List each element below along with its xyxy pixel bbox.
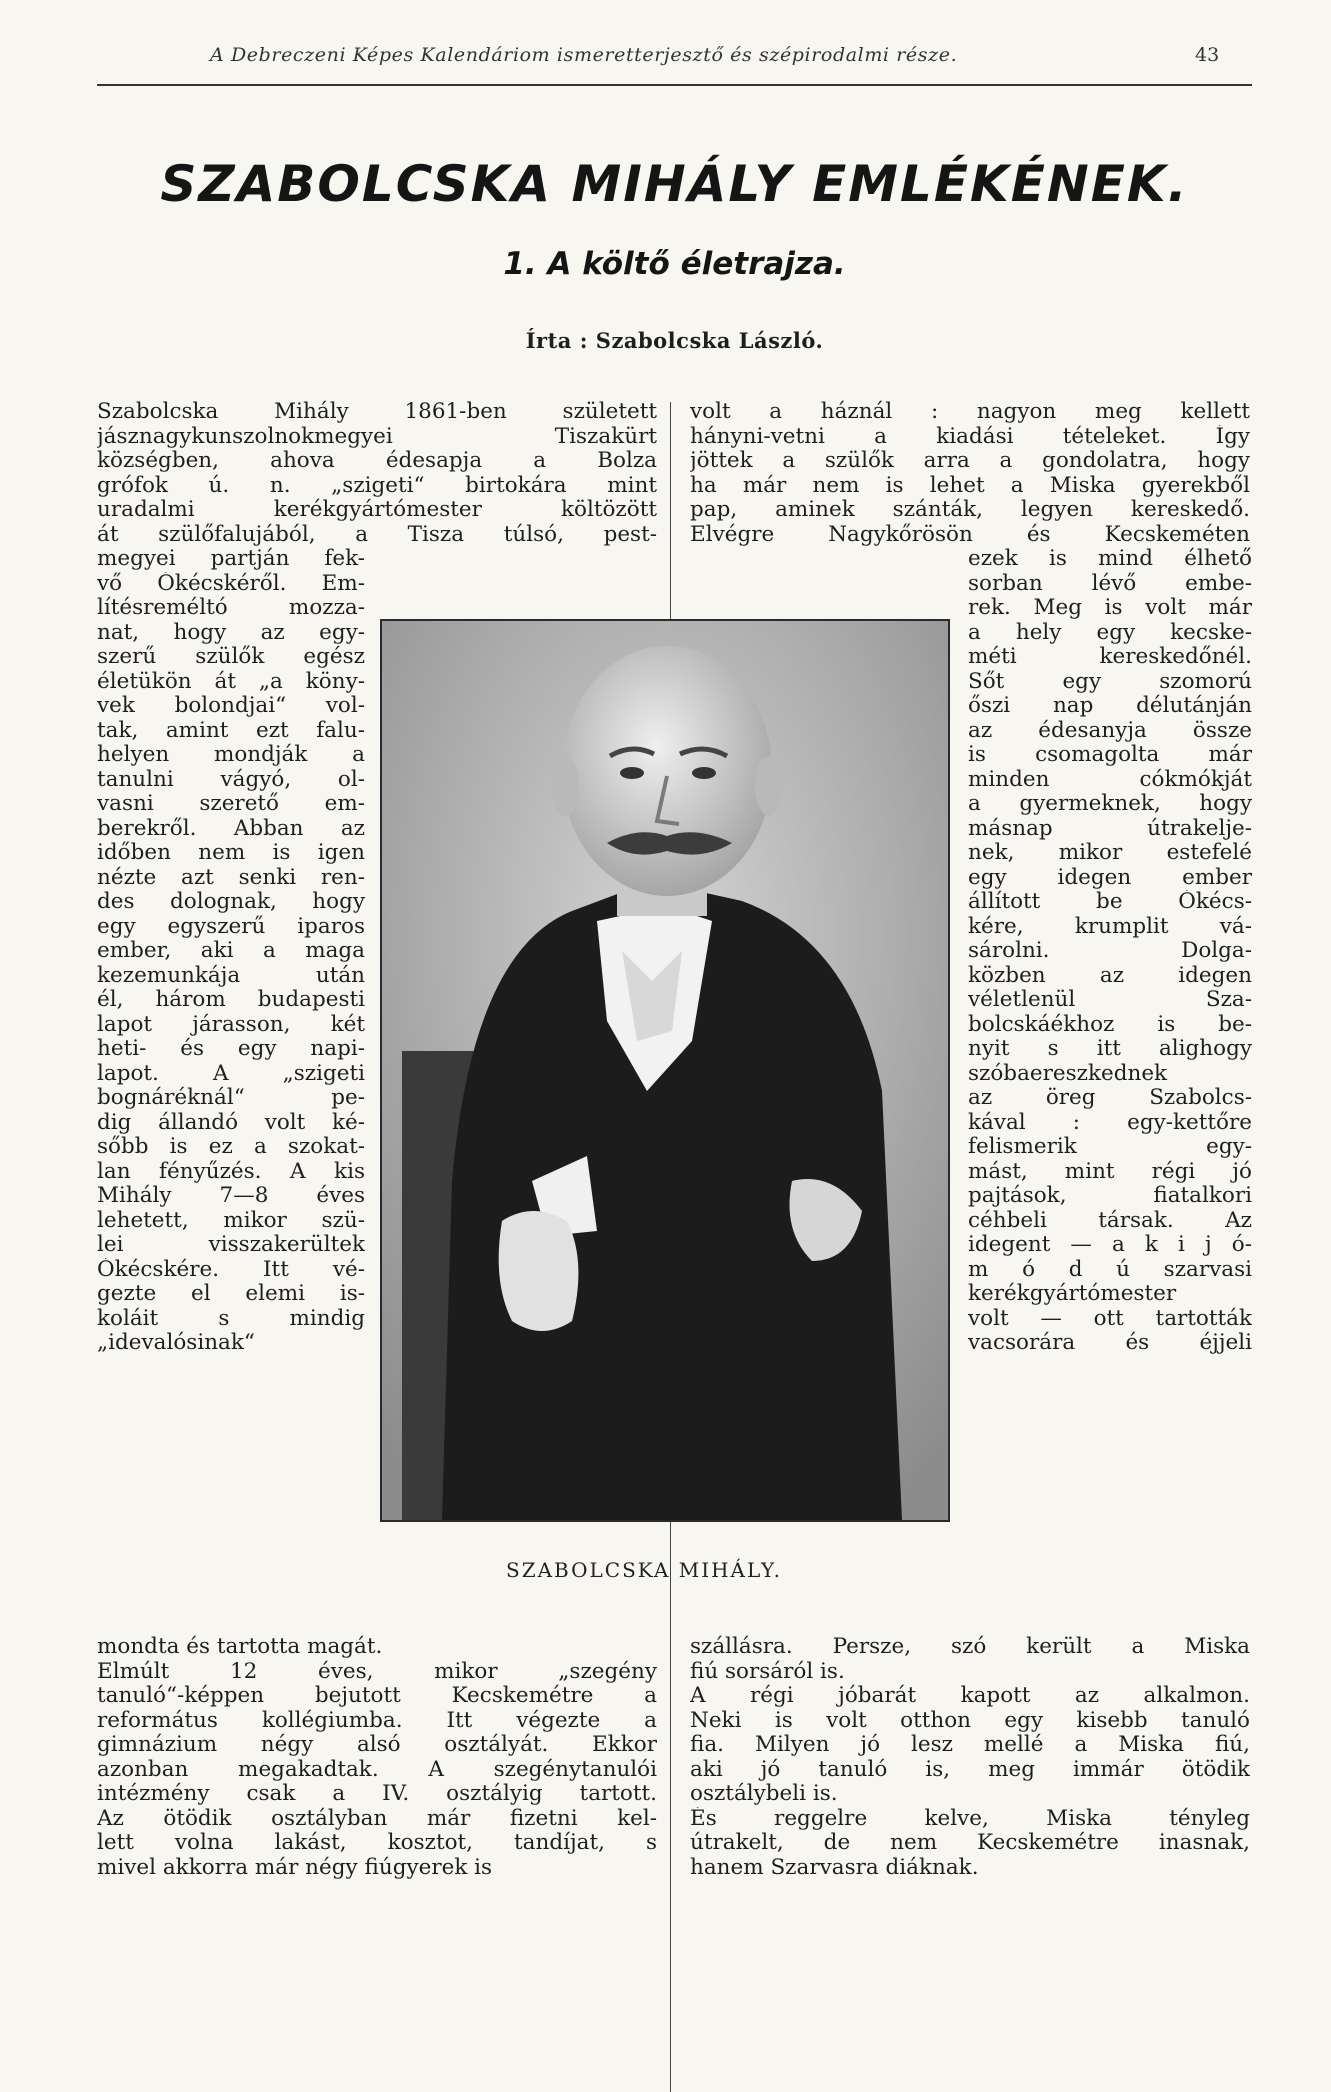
- body-line-left-full-top: községben, ahova édesapja a Bolza: [97, 449, 657, 473]
- body-line-right-narrow: az öreg Szabolcs-: [968, 1086, 1252, 1110]
- body-line-left-narrow: egy egyszerű iparos: [97, 914, 365, 939]
- body-line-left-narrow: megyei partján fek-: [97, 547, 365, 571]
- body-line-left-narrow: lapot. A „szigeti: [97, 1061, 365, 1086]
- portrait-photo: [380, 619, 950, 1522]
- body-line-right-narrow: is csomagolta már: [968, 743, 1252, 767]
- body-line-left-full-top: grófok ú. n. „szigeti“ birtokára mint: [97, 473, 657, 498]
- body-line-right-narrow: sárolni. Dolga-: [968, 939, 1252, 963]
- body-line-left-narrow: lehetett, mikor szü-: [97, 1208, 365, 1233]
- body-line-left-narrow: tanulni vágyó, ol-: [97, 767, 365, 792]
- body-line-right-narrow: céhbeli társak. Az: [968, 1208, 1252, 1233]
- body-line-right-full-bottom: aki jó tanuló is, meg immár ötödik: [690, 1757, 1250, 1782]
- body-line-right-full-bottom: osztálybeli is.: [690, 1782, 838, 1806]
- body-line-right-narrow: idegent — a k i j ó-: [968, 1233, 1252, 1257]
- body-line-left-narrow: vő Ókécskéről. Em-: [97, 571, 365, 596]
- body-line-left-narrow: gezte el elemi is-: [97, 1282, 365, 1306]
- body-line-left-narrow: heti- és egy napi-: [97, 1037, 365, 1061]
- body-line-right-narrow: bolcskáékhoz is be-: [968, 1012, 1252, 1037]
- body-line-left-full-bottom: azonban megakadtak. A szegénytanulói: [97, 1757, 657, 1782]
- header-rule: [97, 84, 1252, 86]
- body-line-right-narrow: kerékgyártómester: [968, 1282, 1177, 1306]
- body-line-right-full-bottom: fia. Milyen jó lesz mellé a Miska fiú,: [690, 1733, 1250, 1757]
- body-line-right-narrow: a hely egy kecske-: [968, 620, 1252, 645]
- body-line-left-narrow: lei visszakerültek: [97, 1233, 365, 1257]
- photo-caption: SZABOLCSKA MIHÁLY.: [506, 1558, 782, 1582]
- body-line-left-narrow: lan fényűzés. A kis: [97, 1159, 365, 1184]
- body-line-left-full-bottom: református kollégiumba. Itt végezte a: [97, 1708, 657, 1733]
- article-byline: Írta : Szabolcska László.: [525, 328, 824, 353]
- body-line-left-narrow: Mihály 7—8 éves: [97, 1184, 365, 1208]
- portrait-illustration: [382, 621, 948, 1520]
- body-line-left-narrow: lapot járasson, két: [97, 1012, 365, 1037]
- body-line-right-narrow: véletlenül Sza-: [968, 988, 1252, 1012]
- body-line-right-full-top: jöttek a szülők arra a gondolatra, hogy: [690, 449, 1250, 473]
- body-line-left-narrow: berekről. Abban az: [97, 816, 365, 841]
- body-line-right-full-bottom: hanem Szarvasra diáknak.: [690, 1855, 979, 1880]
- body-line-right-narrow: vacsorára és éjjeli: [968, 1331, 1252, 1355]
- body-line-right-narrow: pajtások, fiatalkori: [968, 1184, 1252, 1208]
- body-line-left-full-bottom: mondta és tartotta magát.: [97, 1635, 383, 1659]
- body-line-left-full-top: Szabolcska Mihály 1861-ben született: [97, 400, 657, 424]
- body-line-right-narrow: méti kereskedőnél.: [968, 645, 1252, 669]
- body-line-left-narrow: „idevalósinak“: [97, 1331, 255, 1355]
- body-line-left-narrow: tak, amint ezt falu-: [97, 718, 365, 743]
- body-line-right-full-top: Elvégre Nagykőrösön és Kecskeméten: [690, 522, 1250, 547]
- body-line-left-full-bottom: gimnázium négy alsó osztályát. Ekkor: [97, 1733, 657, 1757]
- body-line-left-narrow: szerű szülők egész: [97, 645, 365, 669]
- body-line-right-full-bottom: szállásra. Persze, szó került a Miska: [690, 1635, 1250, 1659]
- body-line-right-narrow: kére, krumplit vá-: [968, 914, 1252, 939]
- body-line-left-narrow: lítésreméltó mozza-: [97, 596, 365, 620]
- body-line-right-narrow: őszi nap délutánján: [968, 694, 1252, 718]
- body-line-right-narrow: közben az idegen: [968, 963, 1252, 988]
- body-line-left-full-bottom: mivel akkorra már négy fiúgyerek is: [97, 1855, 493, 1880]
- body-line-right-narrow: ezek is mind élhető: [968, 547, 1252, 571]
- body-line-left-full-top: uradalmi kerékgyártómester költözött: [97, 498, 657, 522]
- body-line-left-full-bottom: Az ötödik osztályban már fizetni kel-: [97, 1806, 657, 1831]
- body-line-right-full-bottom: útrakelt, de nem Kecskemétre inasnak,: [690, 1831, 1250, 1855]
- body-line-right-full-top: volt a háznál : nagyon meg kellett: [690, 400, 1250, 424]
- article-title: SZABOLCSKA MIHÁLY EMLÉKÉNEK.: [160, 155, 1189, 213]
- page-number: 43: [1195, 44, 1220, 66]
- body-line-right-narrow: felismerik egy-: [968, 1135, 1252, 1159]
- body-line-right-narrow: kával : egy-kettőre: [968, 1110, 1252, 1135]
- body-line-right-full-bottom: fiú sorsáról is.: [690, 1659, 845, 1684]
- running-head: A Debreczeni Képes Kalendáriom ismeretterjesztő és szépirodalmi része.: [210, 44, 958, 66]
- body-line-right-full-top: hányni-vetni a kiadási tételeket. Így: [690, 424, 1250, 449]
- body-line-right-narrow: állított be Ókécs-: [968, 890, 1252, 914]
- body-line-left-narrow: ember, aki a maga: [97, 939, 365, 963]
- body-line-left-full-bottom: intézmény csak a IV. osztályig tartott.: [97, 1782, 657, 1806]
- body-line-left-narrow: sőbb is ez a szokat-: [97, 1135, 365, 1159]
- body-line-right-full-bottom: És reggelre kelve, Miska tényleg: [690, 1806, 1250, 1831]
- body-line-right-full-top: pap, aminek szánták, legyen kereskedő.: [690, 498, 1250, 522]
- body-line-left-narrow: kezemunkája után: [97, 963, 365, 988]
- body-line-right-narrow: minden cókmókját: [968, 767, 1252, 792]
- body-line-left-narrow: időben nem is igen: [97, 841, 365, 865]
- body-line-left-narrow: életükön át „a köny-: [97, 669, 365, 694]
- body-line-left-narrow: nézte azt senki ren-: [97, 865, 365, 890]
- body-line-right-narrow: az édesanyja össze: [968, 718, 1252, 743]
- body-line-right-narrow: a gyermeknek, hogy: [968, 792, 1252, 816]
- body-line-right-narrow: mást, mint régi jó: [968, 1159, 1252, 1184]
- body-line-left-full-bottom: lett volna lakást, kosztot, tandíjat, s: [97, 1831, 657, 1855]
- body-line-left-full-top: át szülőfalujából, a Tisza túlsó, pest-: [97, 522, 657, 547]
- body-line-right-narrow: volt — ott tartották: [968, 1306, 1252, 1331]
- body-line-right-narrow: rek. Meg is volt már: [968, 596, 1252, 620]
- body-line-left-narrow: helyen mondják a: [97, 743, 365, 767]
- body-line-right-narrow: szóbaereszkednek: [968, 1061, 1168, 1086]
- article-subtitle: 1. A költő életrajza.: [503, 246, 846, 282]
- body-line-right-narrow: nek, mikor estefelé: [968, 841, 1252, 865]
- body-line-right-narrow: másnap útrakelje-: [968, 816, 1252, 841]
- body-line-right-full-bottom: Neki is volt otthon egy kisebb tanuló: [690, 1708, 1250, 1733]
- body-line-left-full-bottom: Elmúlt 12 éves, mikor „szegény: [97, 1659, 657, 1684]
- body-line-left-narrow: Ókécskére. Itt vé-: [97, 1257, 365, 1282]
- body-line-left-narrow: vek bolondjai“ vol-: [97, 694, 365, 718]
- body-line-right-narrow: m ó d ú szarvasi: [968, 1257, 1252, 1282]
- body-line-right-full-bottom: A régi jóbarát kapott az alkalmon.: [690, 1684, 1250, 1708]
- body-line-left-narrow: nat, hogy az egy-: [97, 620, 365, 645]
- body-line-right-narrow: sorban lévő embe-: [968, 571, 1252, 596]
- body-line-left-narrow: dig állandó volt ké-: [97, 1110, 365, 1135]
- body-line-right-full-top: ha már nem is lehet a Miska gyerekből: [690, 473, 1250, 498]
- body-line-left-full-top: jásznagykunszolnokmegyei Tiszakürt: [97, 424, 657, 449]
- body-line-right-narrow: Sőt egy szomorú: [968, 669, 1252, 694]
- body-line-left-full-bottom: tanuló“-képpen bejutott Kecskemétre a: [97, 1684, 657, 1708]
- body-line-left-narrow: koláit s mindig: [97, 1306, 365, 1331]
- body-line-left-narrow: vasni szerető em-: [97, 792, 365, 816]
- body-line-right-narrow: nyit s itt alighogy: [968, 1037, 1252, 1061]
- body-line-left-narrow: él, három budapesti: [97, 988, 365, 1012]
- body-line-left-narrow: des dolognak, hogy: [97, 890, 365, 914]
- body-line-right-narrow: egy idegen ember: [968, 865, 1252, 890]
- body-line-left-narrow: bognáréknál“ pe-: [97, 1086, 365, 1110]
